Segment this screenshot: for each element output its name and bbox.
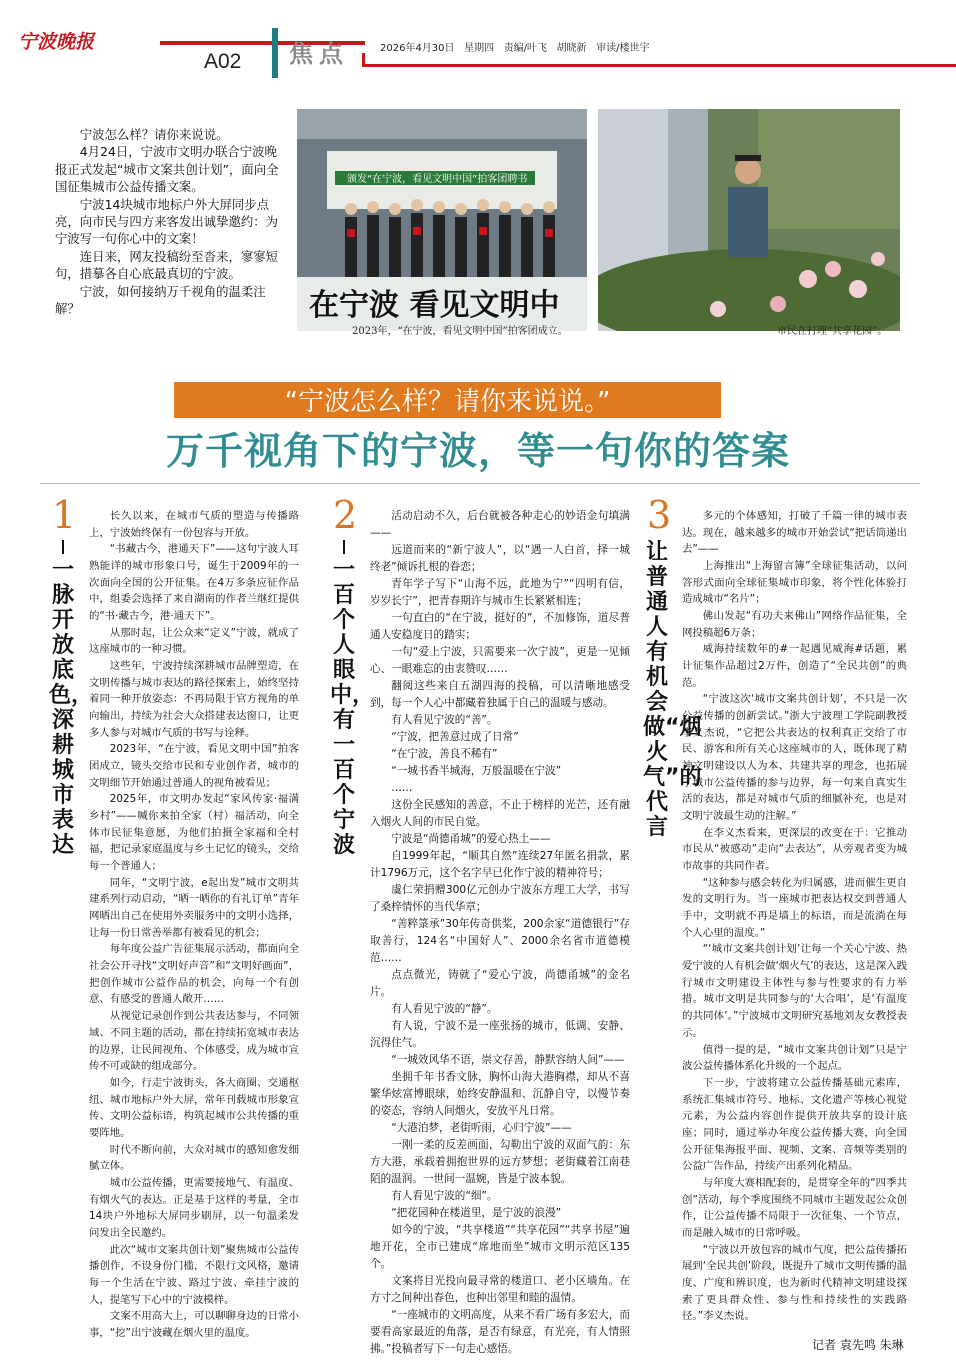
article-paragraph: “把花园种在楼道里，是宁波的浪漫” xyxy=(391,1207,562,1219)
article-paragraph: 2023年，“在宁波，看见文明中国”拍客团成立，镜头交给市民和专业创作者，城市的文明细节开始通过普通人的视角被看见； xyxy=(89,743,299,789)
section-number: 2 xyxy=(333,493,358,537)
intro-paragraph: 宁波，如何接纳万千视角的温柔注解？ xyxy=(55,283,266,317)
article-paragraph: 同年，“文明宁波，e起出发”城市文明共建系列行动启动，“晒一晒你的有礼订单”青年网晒出自己在使用外卖服务中的文明小选择，让每一份日常善举都有被看见的机会； xyxy=(89,876,299,939)
section-number: 3 xyxy=(647,493,672,537)
section-title: 一脉开放底色，深耕城市表达 xyxy=(49,558,94,858)
article-paragraph: 多元的个体感知，打破了千篇一律的城市表达。现在，越来越多的城市开始尝试“把话筒递出去”—— xyxy=(682,510,907,556)
article-paragraph: 从那时起，让公众来“定义”宁波，就成了这座城市的一种习惯。 xyxy=(89,626,299,656)
article-column xyxy=(89,508,299,1342)
intro-paragraph: 4月24日，宁波市文明办联合宁波晚报正式发起“城市文案共创计划”，面向全国征集城市公益传播文案。 xyxy=(55,144,279,195)
photo-garden xyxy=(598,109,900,331)
article-paragraph: 时代不断向前，大众对城市的感知愈发细腻立体。 xyxy=(89,1143,299,1173)
proofreader-credit: 审读/楼世宇 xyxy=(596,43,650,54)
headline-kicker: “宁波怎么样？请你来说说。” xyxy=(284,387,611,417)
article-paragraph: “宁波，把善意过成了日常” xyxy=(391,731,519,743)
article-paragraph: “一城书香半城海，万般温暖在宁波” xyxy=(391,765,562,777)
intro-paragraph: 宁波14块城市地标户外大屏同步点亮，向市民与四方来客发出诚挚邀约：为宁波写一句你心中的文案！ xyxy=(55,196,279,247)
section-title: 让普通人有机会做“烟火气”的代言 xyxy=(643,540,702,840)
newspaper-logo xyxy=(18,30,160,52)
article-paragraph: 虞仁荣捐赠300亿元创办宁波东方理工大学，书写了桑梓情怀的当代华章； xyxy=(370,884,630,913)
article-paragraph: 值得一提的是，“城市文案共创计划”只是宁波公益传播体系化升级的一个起点。 xyxy=(682,1043,907,1073)
article-paragraph: 青年学子写下“山海不远，此地为宁”“四明有信，岁岁长宁”，把青春期许与城市生长紧紧相连； xyxy=(370,578,630,607)
article-paragraph: 这份全民感知的善意，不止于榜样的光芒，还有融入烟火人间的市民自觉。 xyxy=(370,799,630,828)
article-paragraph: 此次“城市文案共创计划”聚焦城市公益传播创作，不设身份门槛，不限行文风格，邀请每一个生活在宁波、路过宁波、牵挂宁波的人，提笔写下心中的宁波模样。 xyxy=(89,1243,299,1306)
article-paragraph: 这些年，宁波持续深耕城市品牌塑造，在文明传播与城市表达的路径探索上，始终坚持着同一种开放姿态：不再局限于官方视角的单向输出，持续为社会大众搭建表达窗口，让更多人参与对城市气质的书写与诠释。 xyxy=(89,660,299,739)
section-accent-bar xyxy=(272,28,278,78)
article-paragraph: “宁波这次‘城市文案共创计划’，不只是一次公益传播的创新尝试。”浙大宁波理工学院副教授李义杰说，“它把公共表达的权利真正交给了市民、游客和所有关心这座城市的人，既体现了精神文明建设以人为本、共建共享的理念，也拓展了城市公益传播的参与边界，每一句来自真实生活的表达，都是对城市气质的细腻补充，也是对文明宁波最生动的注解。” xyxy=(682,693,907,823)
byline: 记者 袁先鸣 朱琳 xyxy=(812,1338,904,1352)
article-paragraph: 文案将目光投向最寻常的楼道口、老小区墙角。在方寸之间种出春色，也种出邻里和睦的温情。 xyxy=(370,1275,630,1304)
article-paragraph: 佛山发起“有功夫来佛山”网络作品征集，全网投稿超6万条； xyxy=(682,610,907,639)
article-paragraph: 从视觉记录创作到公共表达参与，不同领域、不同主题的活动，都在持续拓宽城市表达的边界，让民间视角、个体感受，成为城市宣传不可或缺的组成部分。 xyxy=(89,1010,299,1073)
article-paragraph: “大港泊梦，老街听雨，心归宁波”—— xyxy=(391,1122,572,1134)
article-paragraph: 2025年，市文明办发起“家风传家·福满乡村”——喊你来拍全家（村）福活动，向全体市民征集意愿，为他们拍摄全家福和全村福，把记录家庭温度与乡土记忆的镜头，交给每一个普通人； xyxy=(89,793,299,873)
article-paragraph: 城市公益传播，更需要接地气、有温度、有烟火气的表达。正是基于这样的考量，全市14块户外地标大屏同步刷屏，以一句温柔发问发出全民邀约。 xyxy=(89,1176,299,1239)
article-paragraph: 翻阅这些来自五湖四海的投稿，可以清晰地感受到，每一个人心中都藏着独属于自己的温暖与感动。 xyxy=(370,680,630,709)
issue-weekday: 星期四 xyxy=(464,43,495,54)
issue-meta xyxy=(380,39,649,54)
article-column xyxy=(370,508,630,1358)
intro-paragraph: 宁波怎么样？请你来说说。 xyxy=(79,127,229,142)
article-paragraph: 威海持续数年的#一起遇见威海#话题，累计征集作品超过2万件，创造了“全民共创”的典范。 xyxy=(682,643,907,689)
photo-ceremony xyxy=(297,109,587,331)
article-paragraph: 每年度公益广告征集展示活动，都面向全社会公开寻找“文明好声音”和“文明好画面”，把创作城市公益作品的机会，向每一个有创意、有感受的普通人敞开…… xyxy=(89,943,299,1006)
article-paragraph: 如今的宁波，“共享楼道”“共享花园”“共享书屋”遍地开花，全市已建成“席地而坐”城市文明示范区135个。 xyxy=(370,1224,630,1270)
article-paragraph: “这种参与感会转化为归属感，进而催生更自发的文明行为。当一座城市把表达权交到普通人手中，文明就不再是墙上的标语，而是流淌在每个人心里的温度。” xyxy=(682,876,907,939)
article-paragraph: 宁波是“尚德甬城”的爱心热土—— xyxy=(391,833,551,845)
headline: 万千视角下的宁波，等一句你的答案 xyxy=(165,429,790,473)
section-title: 一百个人眼中，有一百个宁波 xyxy=(330,558,375,858)
article-paragraph: 有人看见宁波的“善”。 xyxy=(391,714,498,726)
article-paragraph: “在宁波，善良不稀有” xyxy=(391,748,498,760)
article-paragraph: 活动启动不久，后台就被各种走心的妙语金句填满—— xyxy=(370,510,630,539)
article-paragraph: …… xyxy=(391,782,413,794)
article-paragraph: “善粹箓承”30年传奇供桨，200余家“道德银行”存取善行，124名“中国好人”、2000余名省市道德模范…… xyxy=(370,918,630,964)
article-paragraph: 有人看见宁波的“静”。 xyxy=(391,1003,498,1015)
page-number: A02 xyxy=(204,50,242,73)
article-paragraph: “书藏古今，港通天下”——这句宁波人耳熟能详的城市形象口号，诞生于2009年的一次面向全国的公开征集。在4万多条应征作品中，组委会选择了来自湖南的作者兰继红提供的“书·藏古今，港·通天下”。 xyxy=(89,543,299,623)
photo-caption: 市民在打理“共享花园”。 xyxy=(777,326,888,337)
designer-credit: 胡晓新 xyxy=(556,43,587,54)
svg-text:宁波晚报: 宁波晚报 xyxy=(18,31,95,52)
section-number: 1 xyxy=(52,493,77,537)
article-paragraph: 上海推出“上海留言簿”全球征集活动，以问答形式面向全球征集城市印象，将个性化体验打造成城市“名片”； xyxy=(682,560,907,606)
svg-text:颁发“在宁波，看见文明中国”拍客团聘书: 颁发“在宁波，看见文明中国”拍客团聘书 xyxy=(347,174,528,185)
article-paragraph: 点点微光，铸就了“爱心宁波，尚德甬城”的金名片。 xyxy=(370,969,630,998)
article-paragraph: 长久以来，在城市气质的塑造与传播路上，宁波始终保有一份包容与开放。 xyxy=(89,510,299,539)
svg-text:在宁波 看见文明中: 在宁波 看见文明中 xyxy=(309,288,560,323)
garden-illustration xyxy=(598,109,900,331)
article-paragraph: 文案不用高大上，可以聊聊身边的日常小事，“挖”出宁波藏在烟火里的温度。 xyxy=(89,1310,299,1339)
section-dash xyxy=(62,540,64,554)
article-paragraph: 坐拥千年书香文脉，胸怀山海大港胸襟，却从不喜繁华炫富博眼球，始终安静温和、沉静自守，以慢节奏的姿态，容纳人间烟火，安放平凡日常。 xyxy=(370,1071,630,1117)
article-paragraph: 一句直白的“在宁波，挺好的”，不加修饰，道尽普通人安稳度日的踏实； xyxy=(370,612,630,641)
article-paragraph: 下一步，宁波将建立公益传播基础元素库，系统汇集城市符号、地标、文化遗产等核心视觉元素，为公益内容创作提供开放共享的设计底座；同时，通过举办年度公益传播大赛，向全国公开征集海报平面、视频、文案、音频等类别的公益广告作品，持续产出系列化精品。 xyxy=(682,1076,907,1173)
masthead xyxy=(0,0,956,73)
divider xyxy=(40,483,920,484)
article-paragraph: 一刚一柔的反差画面，勾勒出宁波的双面气韵：东方大港，承载着拥抱世界的远方梦想；老街藏着江南巷陌的温润。一世间一温婉，皆是宁波本貌。 xyxy=(370,1139,630,1185)
article-paragraph: 有人说，宁波不是一座张扬的城市，低调、安静、沉得住气。 xyxy=(370,1020,630,1049)
article-paragraph: 远道而来的“新宁波人”，以“遇一人白首，择一城终老”倾诉扎根的眷恋； xyxy=(370,544,630,573)
article-paragraph: “‘城市文案共创计划’让每一个关心宁波、热爱宁波的人有机会做‘烟火气’的表达，这是深入践行城市文明建设主体性与参与性要求的有力举措。城市文明是共同参与的‘大合唱’，是‘有温度的共同体’。”宁波城市文明研究基地刘友女教授表示。 xyxy=(682,943,907,1039)
article-paragraph: 如今，行走宁波街头，各大商圈、交通枢纽、城市地标户外大屏，常年刊载城市形象宣传、文明公益标语，构筑起城市公共传播的重要阵地。 xyxy=(89,1076,299,1139)
article-paragraph: “一城效风华不语，崇文存善，静默容纳人间”—— xyxy=(391,1054,625,1066)
article-paragraph: 自1999年起，“顺其自然”连续27年匿名捐款，累计1796万元，这个名字早已化作宁波的精神符号； xyxy=(370,850,630,879)
issue-date: 2026年4月30日 xyxy=(380,43,455,54)
editor-credit: 责编/叶飞 xyxy=(503,43,548,54)
intro-paragraph: 连日来，网友投稿纷至沓来，寥寥短句，措摹各自心底最真切的宁波。 xyxy=(55,248,279,282)
article-column xyxy=(682,508,907,1325)
article-paragraph: 与年度大赛相配套的，是贯穿全年的“四季共创”活动，每个季度围绕不同城市主题发起公众创作，让公益传播不局限于一次征集、一个节点，而是融入城市的日常呼吸。 xyxy=(682,1176,907,1239)
section-dash xyxy=(343,540,345,554)
article-paragraph: “一座城市的文明高度，从来不看广场有多宏大，而要看高家最近的角落，是否有绿意，有光亮，有人情照拂。”投稿者写下一句走心感悟。 xyxy=(370,1309,630,1355)
intro-text xyxy=(55,126,285,317)
article-paragraph: 在李义杰看来，更深层的改变在于：它推动市民从“被感动”走向“去表达”，从旁观者变为城市故事的共同作者。 xyxy=(682,826,907,873)
article-paragraph: “宁波以开放包容的城市气度，把公益传播拓展到‘全民共创’阶段，既提升了城市文明传播的温度、广度和辨识度，也为新时代精神文明建设探索了更具群众性、参与性和持续性的实践路径。”李义杰说。 xyxy=(682,1243,907,1323)
article-paragraph: 有人看见宁波的“细”。 xyxy=(391,1190,498,1202)
photo-caption: 2023年，“在宁波，看见文明中国”拍客团成立。 xyxy=(352,326,568,337)
ceremony-illustration xyxy=(297,109,587,331)
section-name: 焦点 xyxy=(289,40,349,68)
article-paragraph: 一句“爱上宁波，只需要来一次宁波”，更是一见倾心、一眼难忘的由衷赞叹…… xyxy=(370,646,630,675)
